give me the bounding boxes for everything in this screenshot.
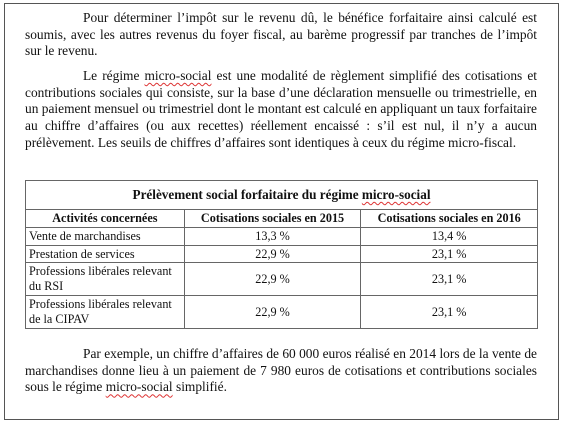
paragraph-text: est une modalité de règlement simplifié des cotisations et contributions sociales qui consiste, sur la base d’une déclaration mensuelle ou trimestrielle, en un paiement mensuel ou trimestriel dont le montant est calculé en appliquant un taux forfaitaire au chiffre d’affaires (ou aux recettes) réellement encaissé : s’il est nul, il n’y a aucun prélèvement. Les seuils de chiffres d’affaires sont identiques à ceux du régime micro-fiscal. [25, 68, 538, 150]
paragraph-example [25, 346, 537, 396]
column-header-2015: Cotisations sociales en 2015 [184, 210, 361, 228]
cell-2015: 13,3 % [184, 228, 361, 246]
cell-activity: Professions libérales relevant de la CIPAV [26, 296, 185, 329]
spellcheck-word: micro-social [144, 68, 212, 83]
paragraph-micro-social [25, 68, 537, 152]
cell-2016: 23,1 % [361, 296, 538, 329]
cell-2016: 23,1 % [361, 245, 538, 263]
cell-activity: Vente de marchandises [26, 228, 185, 246]
column-header-2016: Cotisations sociales en 2016 [361, 210, 538, 228]
table-title: Prélèvement social forfaitaire du régime micro-social [26, 181, 538, 210]
column-header-activity: Activités concernées [26, 210, 185, 228]
cell-activity: Professions libérales relevant du RSI [26, 263, 185, 296]
cell-2015: 22,9 % [184, 245, 361, 263]
table-row [26, 245, 538, 263]
cell-2015: 22,9 % [184, 263, 361, 296]
table-row [26, 263, 538, 296]
cell-2016: 23,1 % [361, 263, 538, 296]
cell-2016: 13,4 % [361, 228, 538, 246]
spellcheck-word: micro-social [105, 379, 173, 395]
cell-2015: 22,9 % [184, 296, 361, 329]
table-row [26, 296, 538, 329]
paragraph-text: simplifié. [172, 379, 227, 395]
paragraph-text: Pour déterminer l’impôt sur le revenu dû, le bénéfice forfaitaire ainsi calculé est soumis, avec les autres revenus du foyer fiscal, au barème progressif par tranches de l’impôt sur le revenu. [25, 10, 537, 59]
contribution-rates-table [25, 180, 538, 329]
paragraph-text: Le régime [83, 68, 145, 83]
cell-activity: Prestation de services [26, 245, 185, 263]
paragraph-income-tax [25, 10, 537, 60]
paragraph-text: Par exemple, un chiffre d’affaires de 60 000 euros réalisé en 2014 lors de la vente de marchandises donne lieu à un paiement de 7 980 euros de cotisations et contributions sociales sous le régime [25, 346, 537, 395]
spellcheck-word: micro-social [361, 186, 431, 202]
table-row [26, 228, 538, 246]
